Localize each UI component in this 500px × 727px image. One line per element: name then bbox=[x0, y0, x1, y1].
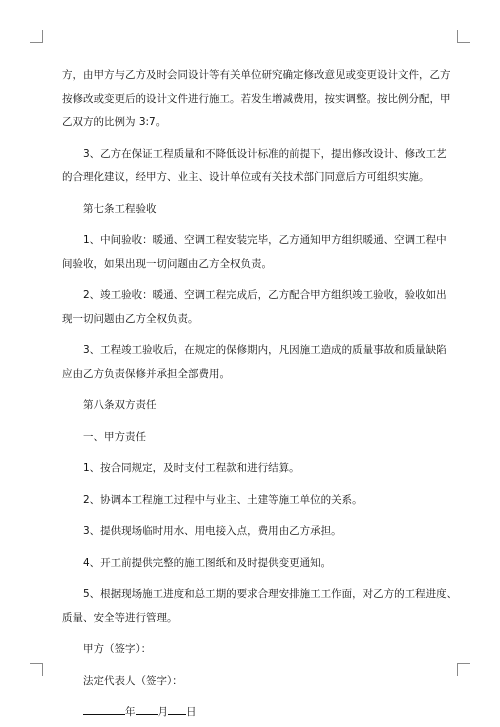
page-corner-mark-bottom-right bbox=[457, 663, 470, 676]
heading-party-a-duties: 一、甲方责任 bbox=[83, 430, 146, 443]
date-year-blank bbox=[83, 702, 125, 715]
date-month-blank bbox=[136, 702, 158, 715]
paragraph-completion-acceptance bbox=[62, 284, 447, 331]
date-month-label: 月 bbox=[157, 706, 168, 718]
date-day-blank bbox=[168, 702, 186, 715]
paragraph-schedule-management bbox=[62, 583, 458, 630]
page-corner-mark-top-left bbox=[30, 30, 43, 43]
signature-party-a: 甲方（签字）： bbox=[83, 643, 152, 655]
text-line: 现一切问题由乙方全权负责。 bbox=[62, 312, 199, 325]
date-day-label: 日 bbox=[186, 706, 197, 718]
text-line: 1、中间验收：暖通、空调工程安装完毕，乙方通知甲方组织暖通、空调工程中 bbox=[83, 234, 447, 246]
paragraph-design-change-continued bbox=[62, 64, 451, 135]
list-item: 1、按合同规定，及时支付工程款和进行结算。 bbox=[83, 462, 300, 474]
paragraph-rationalization-proposal bbox=[62, 143, 447, 190]
paragraph-interim-acceptance bbox=[62, 229, 447, 276]
text-line: 应由乙方负责保修并承担全部费用。 bbox=[62, 367, 230, 380]
list-item: 3、提供现场临时用水、用电接入点，费用由乙方承担。 bbox=[83, 525, 342, 537]
heading-article-8: 第八条双方责任 bbox=[83, 399, 157, 411]
page-corner-mark-top-right bbox=[457, 30, 470, 43]
text-line: 2、竣工验收：暖通、空调工程完成后，乙方配合甲方组织竣工验收，验收如出 bbox=[83, 289, 447, 301]
list-item: 2、协调本工程施工过程中与业主、土建等施工单位的关系。 bbox=[83, 493, 363, 506]
document-page bbox=[62, 64, 458, 727]
text-line: 5、根据现场施工进度和总工期的要求合理安排施工工作面，对乙方的工程进度、 bbox=[83, 588, 458, 600]
text-line: 的合理化建议，经甲方、业主、设计单位或有关技术部门同意后方可组织实施。 bbox=[62, 171, 430, 183]
signature-date bbox=[62, 701, 440, 725]
text-line: 乙双方的比例为 3:7。 bbox=[62, 116, 167, 128]
text-line: 按修改或变更后的设计文件进行施工。若发生增减费用，按实调整。按比例分配，甲 bbox=[62, 92, 451, 105]
paragraph-warranty bbox=[62, 339, 447, 386]
signature-legal-representative: 法定代表人（签字）： bbox=[83, 674, 183, 687]
page-corner-mark-bottom-left bbox=[30, 663, 43, 676]
text-line: 3、乙方在保证工程质量和不降低设计标准的前提下，提出修改设计、修改工艺 bbox=[83, 147, 447, 160]
text-line: 间验收，如果出现一切问题由乙方全权负责。 bbox=[62, 257, 272, 270]
heading-article-7: 第七条工程验收 bbox=[83, 202, 157, 215]
text-line: 质量、安全等进行管理。 bbox=[62, 611, 178, 624]
date-year-label: 年 bbox=[125, 706, 136, 718]
text-line: 方，由甲方与乙方及时会同设计等有关单位研究确定修改意见或变更设计文件，乙方 bbox=[62, 69, 451, 81]
list-item: 4、开工前提供完整的施工图纸和及时提供变更通知。 bbox=[83, 556, 332, 569]
text-line: 3、工程竣工验收后，在规定的保修期内，凡因施工造成的质量事故和质量缺陷 bbox=[83, 344, 447, 356]
